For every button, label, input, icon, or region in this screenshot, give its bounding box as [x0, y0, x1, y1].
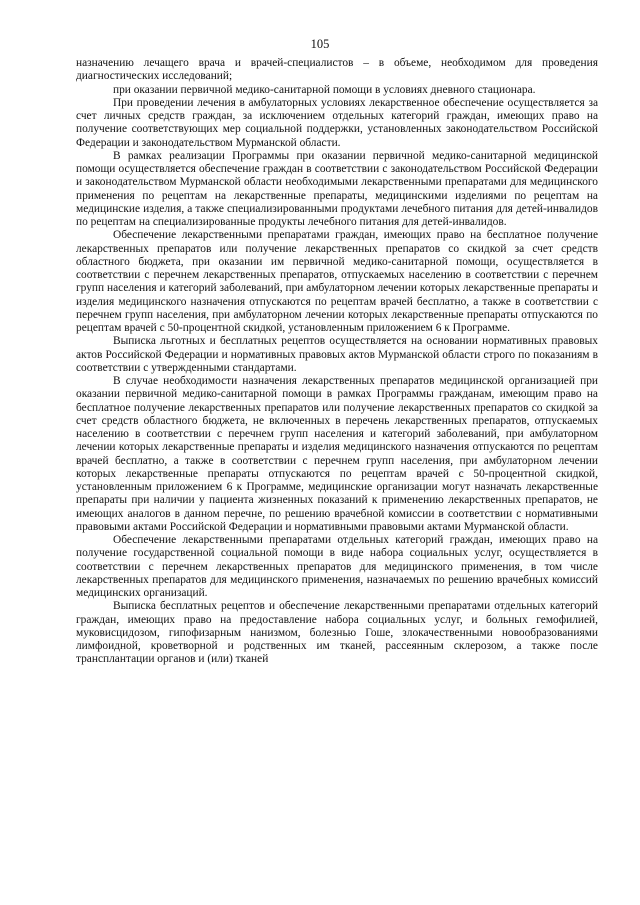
paragraph: Выписка льготных и бесплатных рецептов осуществляется на основании нормативных правовых актов Российской Федерации и нормативных правовых актов Мурманской области строго по показаниям в соответствии с утвержденными стандартами. — [76, 335, 598, 374]
paragraph: назначению лечащего врача и врачей-специалистов – в объеме, необходимом для проведения диагностических исследований; — [76, 57, 598, 83]
body-text — [76, 57, 598, 667]
paragraph: Выписка бесплатных рецептов и обеспечение лекарственными препаратами отдельных категорий граждан, имеющих право на предоставление набора социальных услуг, и больных гемофилией, муковисцидозом, гипофизарным нанизмом, болезнью Гоше, злокачественными новообразованиями лимфоидной, кроветворной и родственных им тканей, рассеянным склерозом, а также после трансплантации органов и (или) тканей — [76, 600, 598, 666]
paragraph: Обеспечение лекарственными препаратами отдельных категорий граждан, имеющих право на получение государственной социальной помощи в виде набора социальных услуг, осуществляется в соответствии с перечнем лекарственных препаратов для медицинского применения, в том числе лекарственных препаратов для медицинского применения, назначаемых по решению врачебных комиссий медицинских организаций. — [76, 534, 598, 599]
paragraph: В рамках реализации Программы при оказании первичной медико-санитарной медицинской помощи осуществляется обеспечение граждан в соответствии с законодательством Российской Федерации и законодательством Мурманской области необходимыми лекарственными препаратами для медицинского применения по рецептам на лекарственные препараты, медицинскими изделиями по рецептам на медицинские изделия, а также специализированными продуктами лечебного питания для детей-инвалидов по рецептам на специализированные продукты лечебного питания для детей-инвалидов. — [76, 149, 598, 228]
paragraph: В случае необходимости назначения лекарственных препаратов медицинской организацией при оказании первичной медико-санитарной помощи в рамках Программы гражданам, имеющим право на бесплатное получение лекарственных препаратов или получение лекарственных препаратов со скидкой за счет средств областного бюджета, не включенных в перечень лекарственных препаратов, отпускаемых населению в соответствии с перечнем групп населения и категорий заболеваний, при амбулаторном лечении которых лекарственные препараты и изделия медицинского назначения отпускаются по рецептам врачей бесплатно, а также в соответствии с перечнем групп населения, при амбулаторном лечении которых лекарственные препараты отпускаются по рецептам врачей с 50-процентной скидкой, установленным приложением 6 к Программе, медицинские организации могут назначать лекарственные препараты при наличии у пациента жизненных показаний к применению лекарственных препаратов, не имеющих аналогов в данном перечне, по решению врачебной комиссии в соответствии с нормативными правовыми актами Российской Федерации и нормативными правовыми актами Мурманской области. — [76, 375, 598, 533]
paragraph: При проведении лечения в амбулаторных условиях лекарственное обеспечение осуществляется за счет личных средств граждан, за исключением отдельных категорий граждан, имеющих право на получение соответствующих мер социальной поддержки, установленных законодательством Российской Федерации и законодательством Мурманской области. — [76, 96, 598, 149]
paragraph: Обеспечение лекарственными препаратами граждан, имеющих право на бесплатное получение лекарственных препаратов или получение лекарственных препаратов со скидкой за счет средств областного бюджета, при оказании им первичной медико-санитарной помощи, осуществляется в соответствии с перечнем лекарственных препаратов, отпускаемых населению в соответствии с перечнем групп населения и категорий заболеваний, при амбулаторном лечении которых лекарственные препараты и изделия медицинского назначения отпускаются по рецептам врачей бесплатно, а также в соответствии с перечнем групп населения, при амбулаторном лечении которых лекарственные препараты отпускаются по рецептам врачей с 50-процентной скидкой, установленным приложением 6 к Программе. — [76, 229, 598, 334]
paragraph: при оказании первичной медико-санитарной помощи в условиях дневного стационара. — [113, 83, 536, 96]
page-number: 105 — [310, 37, 330, 51]
